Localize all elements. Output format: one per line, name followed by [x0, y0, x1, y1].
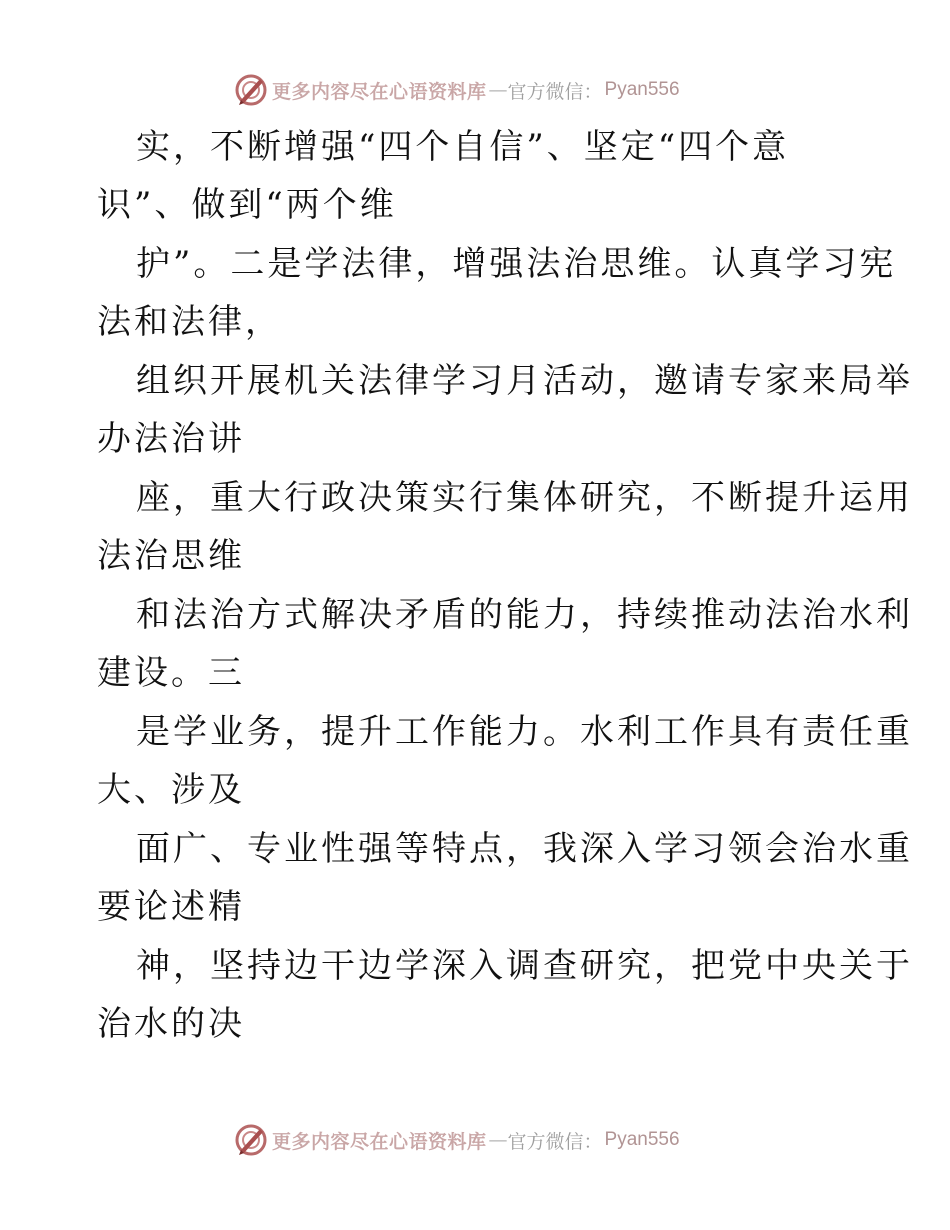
watermark-dash: — [488, 79, 508, 101]
body-line: 护”。二是学法律，增强法治思维。认真学习宪 [136, 244, 897, 284]
watermark-id: Pyan556 [604, 1129, 680, 1150]
header-watermark [234, 72, 680, 108]
watermark-dash: — [488, 1129, 508, 1151]
watermark-id: Pyan556 [604, 79, 680, 100]
pen-logo-icon [234, 73, 268, 107]
body-line: 神，坚持边干边学深入调查研究，把党中央关于 [136, 946, 913, 986]
body-line: 法和法律， [97, 302, 282, 342]
body-line: 办法治讲 [97, 419, 245, 459]
body-line: 和法治方式解决矛盾的能力，持续推动法治水利 [136, 595, 913, 635]
footer-watermark [234, 1122, 680, 1158]
watermark-label: 官方微信： [507, 80, 603, 103]
body-line: 建设。三 [97, 653, 245, 693]
watermark-text: 更多内容尽在心语资料库 [272, 1130, 487, 1153]
body-line: 组织开展机关法律学习月活动，邀请专家来局举 [136, 361, 913, 401]
body-line: 面广、专业性强等特点，我深入学习领会治水重 [136, 829, 913, 869]
body-line: 座，重大行政决策实行集体研究，不断提升运用 [136, 478, 913, 518]
watermark-text: 更多内容尽在心语资料库 [272, 80, 487, 103]
watermark-label: 官方微信： [507, 1130, 603, 1153]
body-line: 治水的决 [97, 1004, 245, 1044]
body-line: 实，不断增强“四个自信”、坚定“四个意 [136, 127, 790, 167]
body-line: 识”、做到“两个维 [97, 185, 397, 225]
body-line: 大、涉及 [97, 770, 245, 810]
body-line: 是学业务，提升工作能力。水利工作具有责任重 [136, 712, 913, 752]
body-line: 要论述精 [97, 887, 245, 927]
body-line: 法治思维 [97, 536, 245, 576]
pen-logo-icon [234, 1123, 268, 1157]
